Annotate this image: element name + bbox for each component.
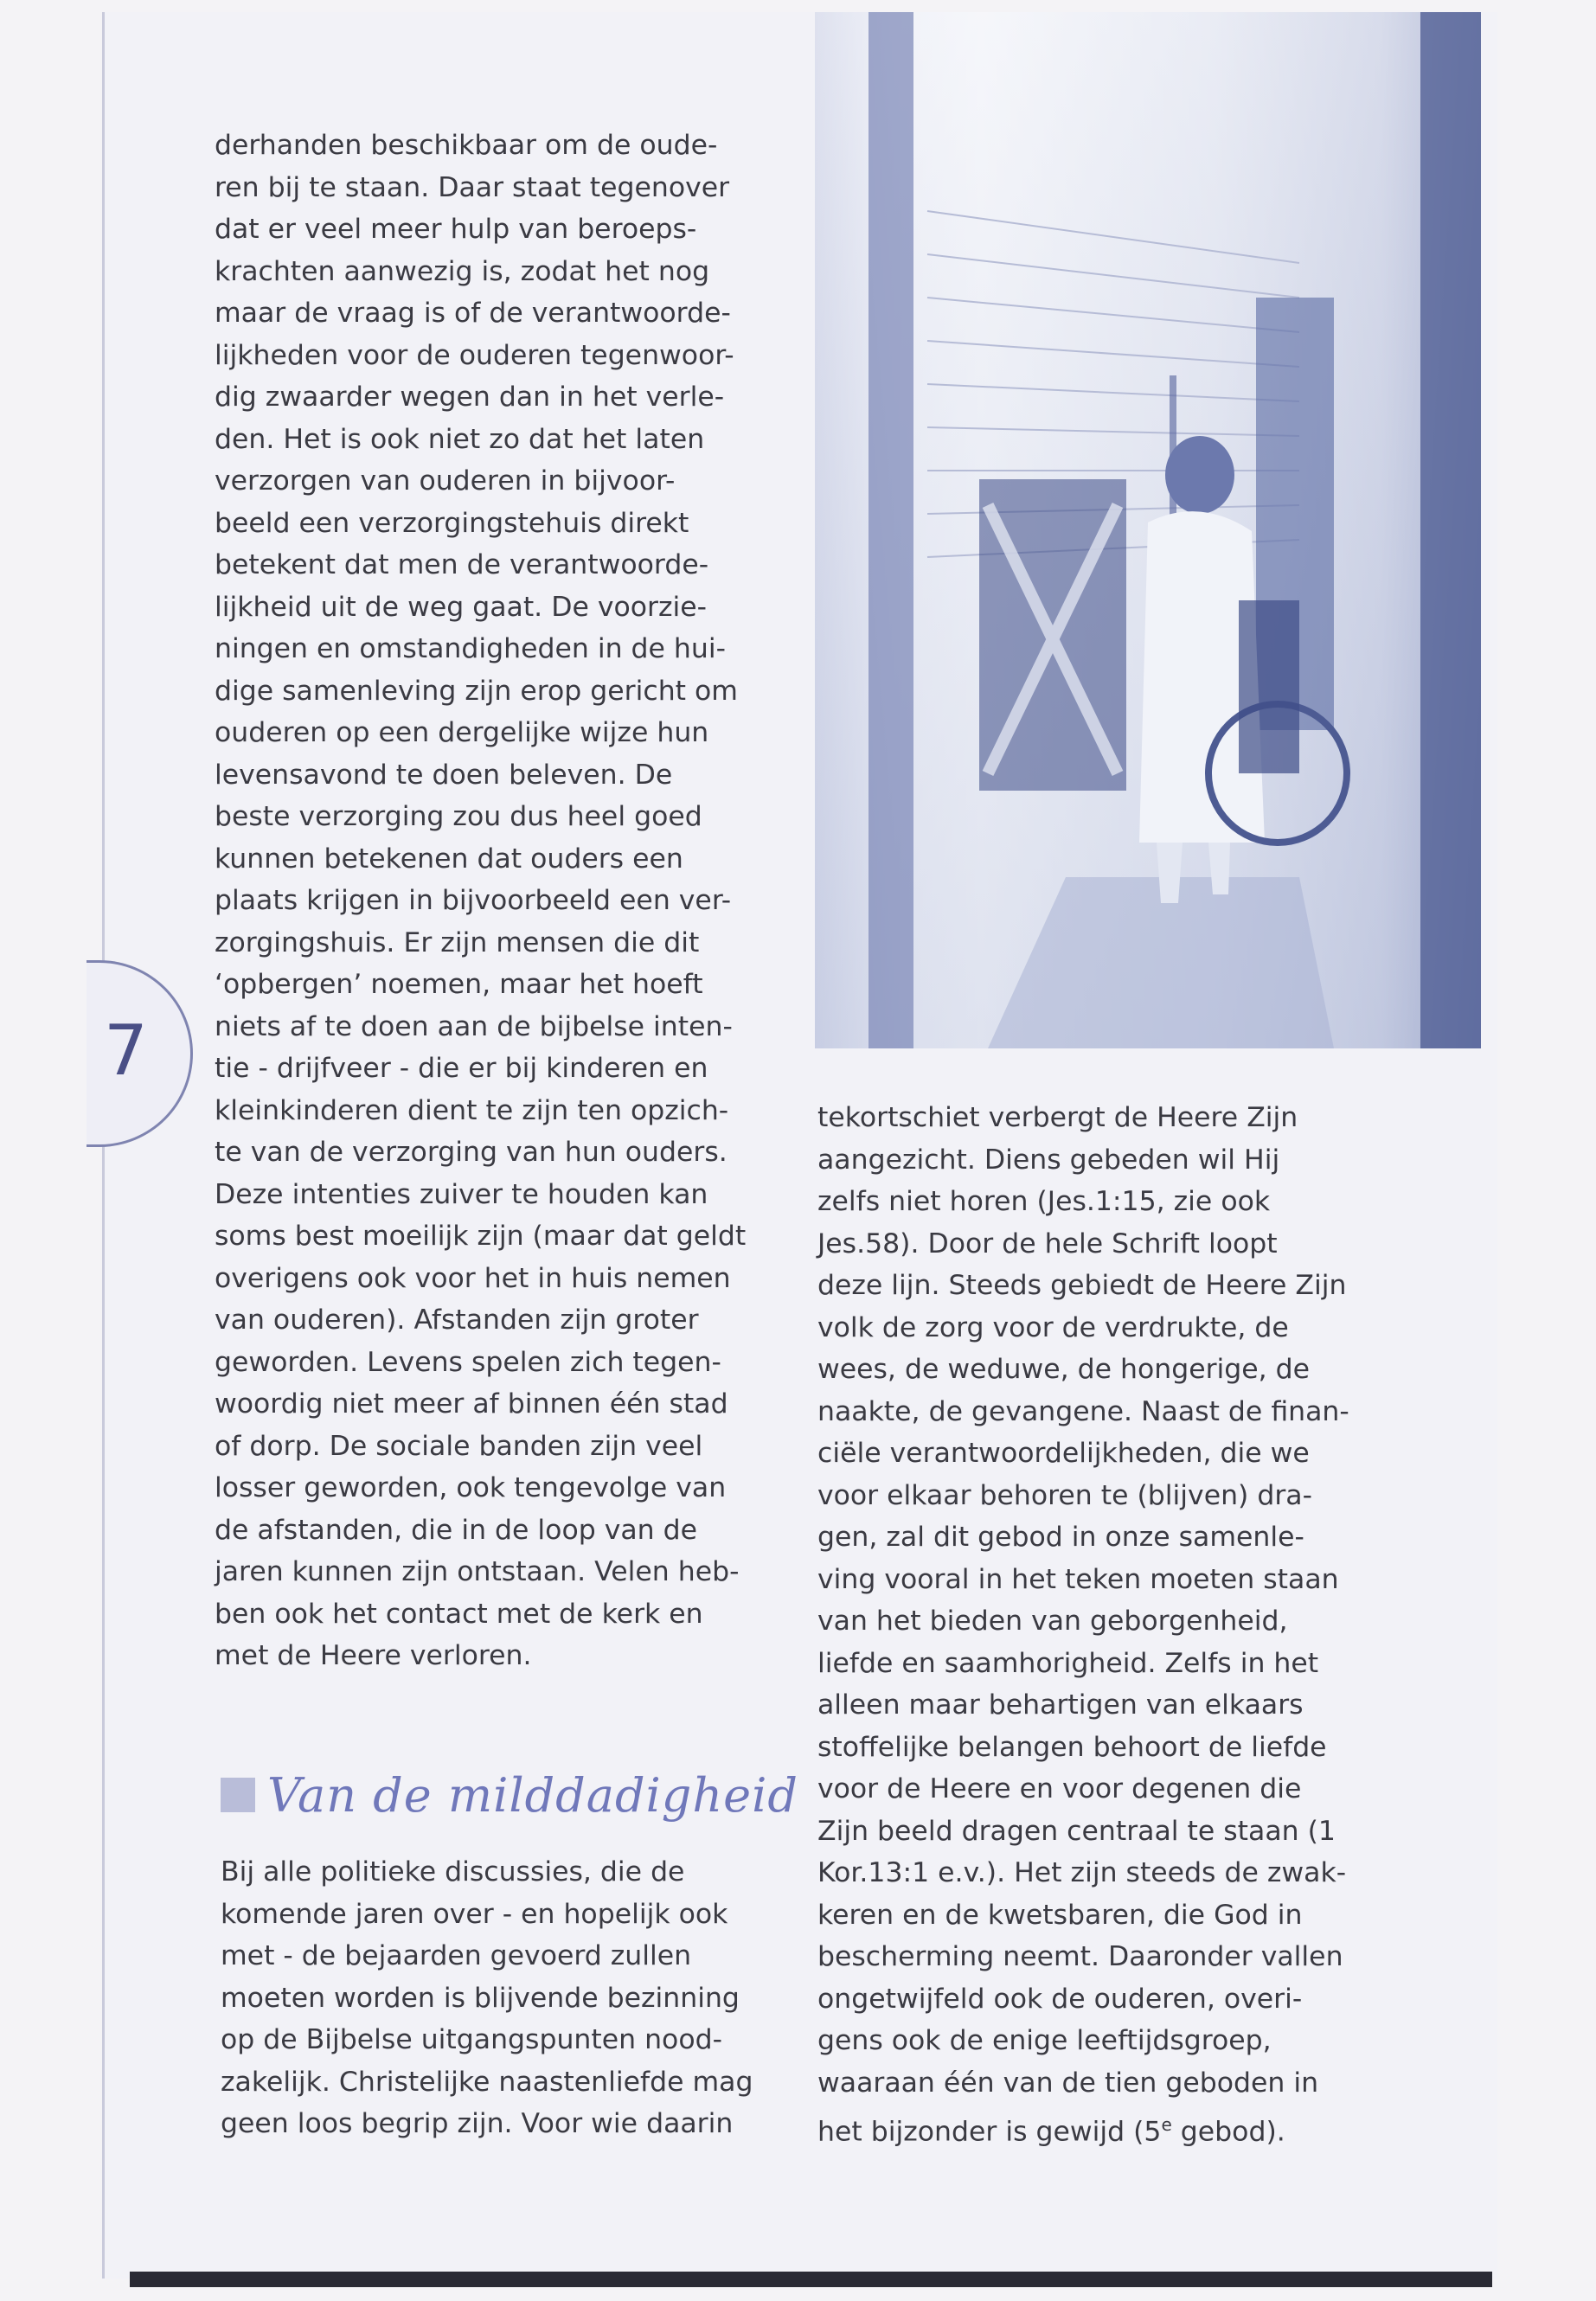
text-line: gens ook de enige leeftijdsgroep, <box>817 2025 1272 2056</box>
text-line: woordig niet meer af binnen één stad <box>215 1388 728 1420</box>
text-line: liefde en saamhorigheid. Zelfs in het <box>817 1647 1319 1679</box>
text-line: volk de zorg voor de verdrukte, de <box>817 1311 1289 1343</box>
text-line: losser geworden, ook tengevolge van <box>215 1472 727 1503</box>
text-line: ciële verantwoordelijkheden, die we <box>817 1438 1310 1469</box>
text-line: verzorgen van ouderen in bijvoor- <box>215 465 676 497</box>
text-line: zakelijk. Christelijke naastenliefde mag <box>221 2066 753 2098</box>
text-line: plaats krijgen in bijvoorbeeld een ver- <box>215 885 732 916</box>
text-line: overigens ook voor het in huis nemen <box>215 1262 731 1294</box>
text-line: zelfs niet horen (Jes.1:15, zie ook <box>817 1186 1271 1217</box>
text-line: met - de bejaarden gevoerd zullen <box>221 1940 692 1971</box>
text-line: kleinkinderen dient te zijn ten opzich- <box>215 1094 729 1126</box>
text-line: geen loos begrip zijn. Voor wie daarin <box>221 2108 734 2139</box>
heading-square-icon <box>221 1778 255 1812</box>
text-line: ongetwijfeld ook de ouderen, overi- <box>817 1983 1303 2015</box>
text-line: ouderen op een dergelijke wijze hun <box>215 717 709 748</box>
text-line: de afstanden, die in de loop van de <box>215 1514 698 1546</box>
superscript: e <box>1161 2114 1172 2135</box>
text-line: met de Heere verloren. <box>215 1640 532 1671</box>
text-line: het bijzonder is gewijd (5e gebod). <box>817 2114 1285 2148</box>
text-line: op de Bijbelse uitgangspunten nood- <box>221 2024 722 2055</box>
text-line: niets af te doen aan de bijbelse inten- <box>215 1010 733 1042</box>
section-body-text <box>221 1851 774 2145</box>
text-line: van ouderen). Afstanden zijn groter <box>215 1304 699 1336</box>
text-line: dige samenleving zijn erop gericht om <box>215 675 738 707</box>
text-line: waaraan één van de tien geboden in <box>817 2067 1319 2099</box>
section-heading <box>221 1765 798 1825</box>
text-line: aangezicht. Diens gebeden wil Hij <box>817 1144 1280 1176</box>
text-line: deze lijn. Steeds gebiedt de Heere Zijn <box>817 1270 1347 1301</box>
text-line: alleen maar behartigen van elkaars <box>817 1689 1304 1721</box>
text-line: geworden. Levens spelen zich tegen- <box>215 1346 721 1378</box>
text-line: van het bieden van geborgenheid, <box>817 1606 1288 1637</box>
text-line: Deze intenties zuiver te houden kan <box>215 1178 708 1210</box>
text-line: dig zwaarder wegen dan in het verle- <box>215 381 725 413</box>
left-column-text <box>215 125 768 1677</box>
text-line: derhanden beschikbaar om de oude- <box>215 130 718 161</box>
text-line: maar de vraag is of de verantwoorde- <box>215 298 731 329</box>
text-line: zorgingshuis. Er zijn mensen die dit <box>215 926 700 958</box>
text-line: komende jaren over - en hopelijk ook <box>221 1898 728 1930</box>
text-line: wees, de weduwe, de hongerige, de <box>817 1354 1311 1385</box>
page-number: 7 <box>104 1010 148 1091</box>
text-line: ningen en omstandigheden in de hui- <box>215 633 726 664</box>
text-line: tie - drijfveer - die er bij kinderen en <box>215 1053 708 1084</box>
text-line: ‘opbergen’ noemen, maar het hoeft <box>215 969 703 1000</box>
text-line: beste verzorging zou dus heel goed <box>215 801 702 832</box>
text-line: stoffelijke belangen behoort de liefde <box>817 1731 1327 1763</box>
text-line: jaren kunnen zijn ontstaan. Velen heb- <box>215 1556 740 1587</box>
text-line: Jes.58). Door de hele Schrift loopt <box>817 1227 1278 1259</box>
text-line: te van de verzorging van hun ouders. <box>215 1137 727 1168</box>
text-line: betekent dat men de verantwoorde- <box>215 549 709 580</box>
text-line: voor de Heere en voor degenen die <box>817 1773 1302 1804</box>
text-line: beeld een verzorgingstehuis direkt <box>215 507 689 539</box>
text-line: of dorp. De sociale banden zijn veel <box>215 1430 703 1462</box>
text-line: levensavond te doen beleven. De <box>215 759 673 791</box>
text-line: den. Het is ook niet zo dat het laten <box>215 423 705 455</box>
text-line: kunnen betekenen dat ouders een <box>215 843 683 875</box>
page-bottom-band <box>130 2272 1492 2287</box>
text-line: ben ook het contact met de kerk en <box>215 1598 703 1630</box>
text-line: dat er veel meer hulp van beroeps- <box>215 214 697 245</box>
text-line: tekortschiet verbergt de Heere Zijn <box>817 1102 1298 1133</box>
text-line: ving vooral in het teken moeten staan <box>817 1563 1339 1595</box>
text-line: gen, zal dit gebod in onze samenle- <box>817 1522 1304 1553</box>
text-line: bescherming neemt. Daaronder vallen <box>817 1941 1343 1972</box>
text-line: lijkheid uit de weg gaat. De voorzie- <box>215 591 708 623</box>
text-line: soms best moeilijk zijn (maar dat geldt <box>215 1221 747 1252</box>
text-line: naakte, de gevangene. Naast de finan- <box>817 1395 1349 1427</box>
text-tail: gebod). <box>1171 2116 1285 2148</box>
text-line: lijkheden voor de ouderen tegenwoor- <box>215 339 734 371</box>
corridor-photo <box>815 12 1481 1048</box>
text-line: keren en de kwetsbaren, die God in <box>817 1899 1303 1931</box>
text-line: Bij alle politieke discussies, die de <box>221 1856 685 1888</box>
text-line: Zijn beeld dragen centraal te staan (1 <box>817 1815 1336 1847</box>
section-title: Van de milddadigheid <box>267 1767 798 1823</box>
text-line: moeten worden is blijvende bezinning <box>221 1982 740 2014</box>
text-line: Kor.13:1 e.v.). Het zijn steeds de zwak- <box>817 1857 1347 1888</box>
text-line: krachten aanwezig is, zodat het nog <box>215 255 710 287</box>
text-line: ren bij te staan. Daar staat tegenover <box>215 171 730 203</box>
text-line: voor elkaar behoren te (blijven) dra- <box>817 1479 1312 1511</box>
right-column-text <box>817 1097 1371 2153</box>
